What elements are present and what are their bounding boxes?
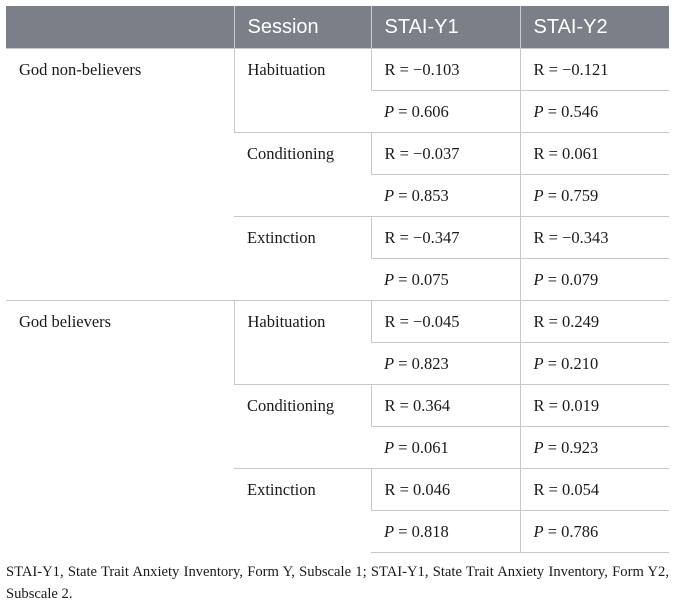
p-symbol: P xyxy=(384,101,395,121)
session-label: Conditioning xyxy=(234,385,371,469)
p-number: 0.210 xyxy=(561,353,599,373)
stai-y1-r-value: R = −0.347 xyxy=(371,217,520,259)
stai-y2-p-value xyxy=(520,343,669,385)
stai-y2-r-value: R = 0.249 xyxy=(520,301,669,343)
stai-y2-r-value: R = 0.054 xyxy=(520,469,669,511)
table-row xyxy=(6,301,669,343)
stai-y1-p-value xyxy=(371,91,520,133)
stai-y2-r-value: R = 0.061 xyxy=(520,133,669,175)
p-number: 0.061 xyxy=(411,437,449,457)
correlation-table xyxy=(6,6,669,553)
correlation-table-container xyxy=(6,6,669,553)
p-number: 0.853 xyxy=(411,185,449,205)
stai-y2-p-value xyxy=(520,427,669,469)
stai-y2-r-value: R = −0.121 xyxy=(520,49,669,91)
p-symbol: P xyxy=(533,437,544,457)
p-symbol: P xyxy=(384,269,395,289)
p-number: 0.923 xyxy=(561,437,599,457)
p-number: 0.786 xyxy=(561,521,599,541)
p-separator: = xyxy=(394,353,412,373)
table-footnote: STAI-Y1, State Trait Anxiety Inventory, Form Y, Subscale 1; STAI-Y1, State Trait Anxiety Inventory, Form Y2, Subscale 2. xyxy=(6,564,669,602)
header-row xyxy=(6,6,669,49)
stai-y1-p-value xyxy=(371,343,520,385)
p-separator: = xyxy=(394,437,412,457)
p-symbol: P xyxy=(533,101,544,121)
p-separator: = xyxy=(543,521,562,541)
p-number: 0.079 xyxy=(561,269,599,289)
stai-y1-r-value: R = −0.037 xyxy=(371,133,520,175)
p-separator: = xyxy=(394,521,412,541)
p-separator: = xyxy=(543,437,562,457)
p-symbol: P xyxy=(384,437,395,457)
stai-y1-r-value: R = 0.046 xyxy=(371,469,520,511)
p-symbol: P xyxy=(533,269,544,289)
p-separator: = xyxy=(543,101,562,121)
stai-y1-r-value: R = −0.045 xyxy=(371,301,520,343)
header-stai-y1: STAI-Y1 xyxy=(371,6,520,49)
p-symbol: P xyxy=(533,185,544,205)
stai-y1-r-value: R = 0.364 xyxy=(371,385,520,427)
session-label: Habituation xyxy=(234,49,371,133)
header-stai-y2: STAI-Y2 xyxy=(520,6,669,49)
p-separator: = xyxy=(543,353,562,373)
p-separator: = xyxy=(543,269,562,289)
stai-y2-r-value: R = 0.019 xyxy=(520,385,669,427)
p-separator: = xyxy=(543,185,562,205)
session-label: Extinction xyxy=(234,217,371,301)
table-body xyxy=(6,49,669,553)
p-number: 0.818 xyxy=(411,521,449,541)
p-symbol: P xyxy=(384,521,395,541)
group-label: God believers xyxy=(6,301,234,553)
stai-y1-p-value xyxy=(371,259,520,301)
session-label: Extinction xyxy=(234,469,371,553)
stai-y2-p-value xyxy=(520,259,669,301)
p-separator: = xyxy=(394,101,412,121)
p-number: 0.075 xyxy=(411,269,449,289)
session-label: Conditioning xyxy=(234,133,371,217)
p-symbol: P xyxy=(384,185,395,205)
stai-y2-p-value xyxy=(520,91,669,133)
p-symbol: P xyxy=(533,521,544,541)
stai-y2-p-value xyxy=(520,175,669,217)
stai-y2-r-value: R = −0.343 xyxy=(520,217,669,259)
header-session: Session xyxy=(234,6,371,49)
p-number: 0.546 xyxy=(561,101,599,121)
p-separator: = xyxy=(394,185,412,205)
stai-y2-p-value xyxy=(520,511,669,553)
p-symbol: P xyxy=(533,353,544,373)
p-number: 0.606 xyxy=(411,101,449,121)
table-row xyxy=(6,49,669,91)
p-symbol: P xyxy=(384,353,395,373)
stai-y1-p-value xyxy=(371,175,520,217)
stai-y1-p-value xyxy=(371,511,520,553)
group-label: God non-believers xyxy=(6,49,234,301)
p-number: 0.759 xyxy=(561,185,599,205)
header-group xyxy=(6,6,234,49)
p-separator: = xyxy=(394,269,412,289)
stai-y1-r-value: R = −0.103 xyxy=(371,49,520,91)
p-number: 0.823 xyxy=(411,353,449,373)
stai-y1-p-value xyxy=(371,427,520,469)
session-label: Habituation xyxy=(234,301,371,385)
